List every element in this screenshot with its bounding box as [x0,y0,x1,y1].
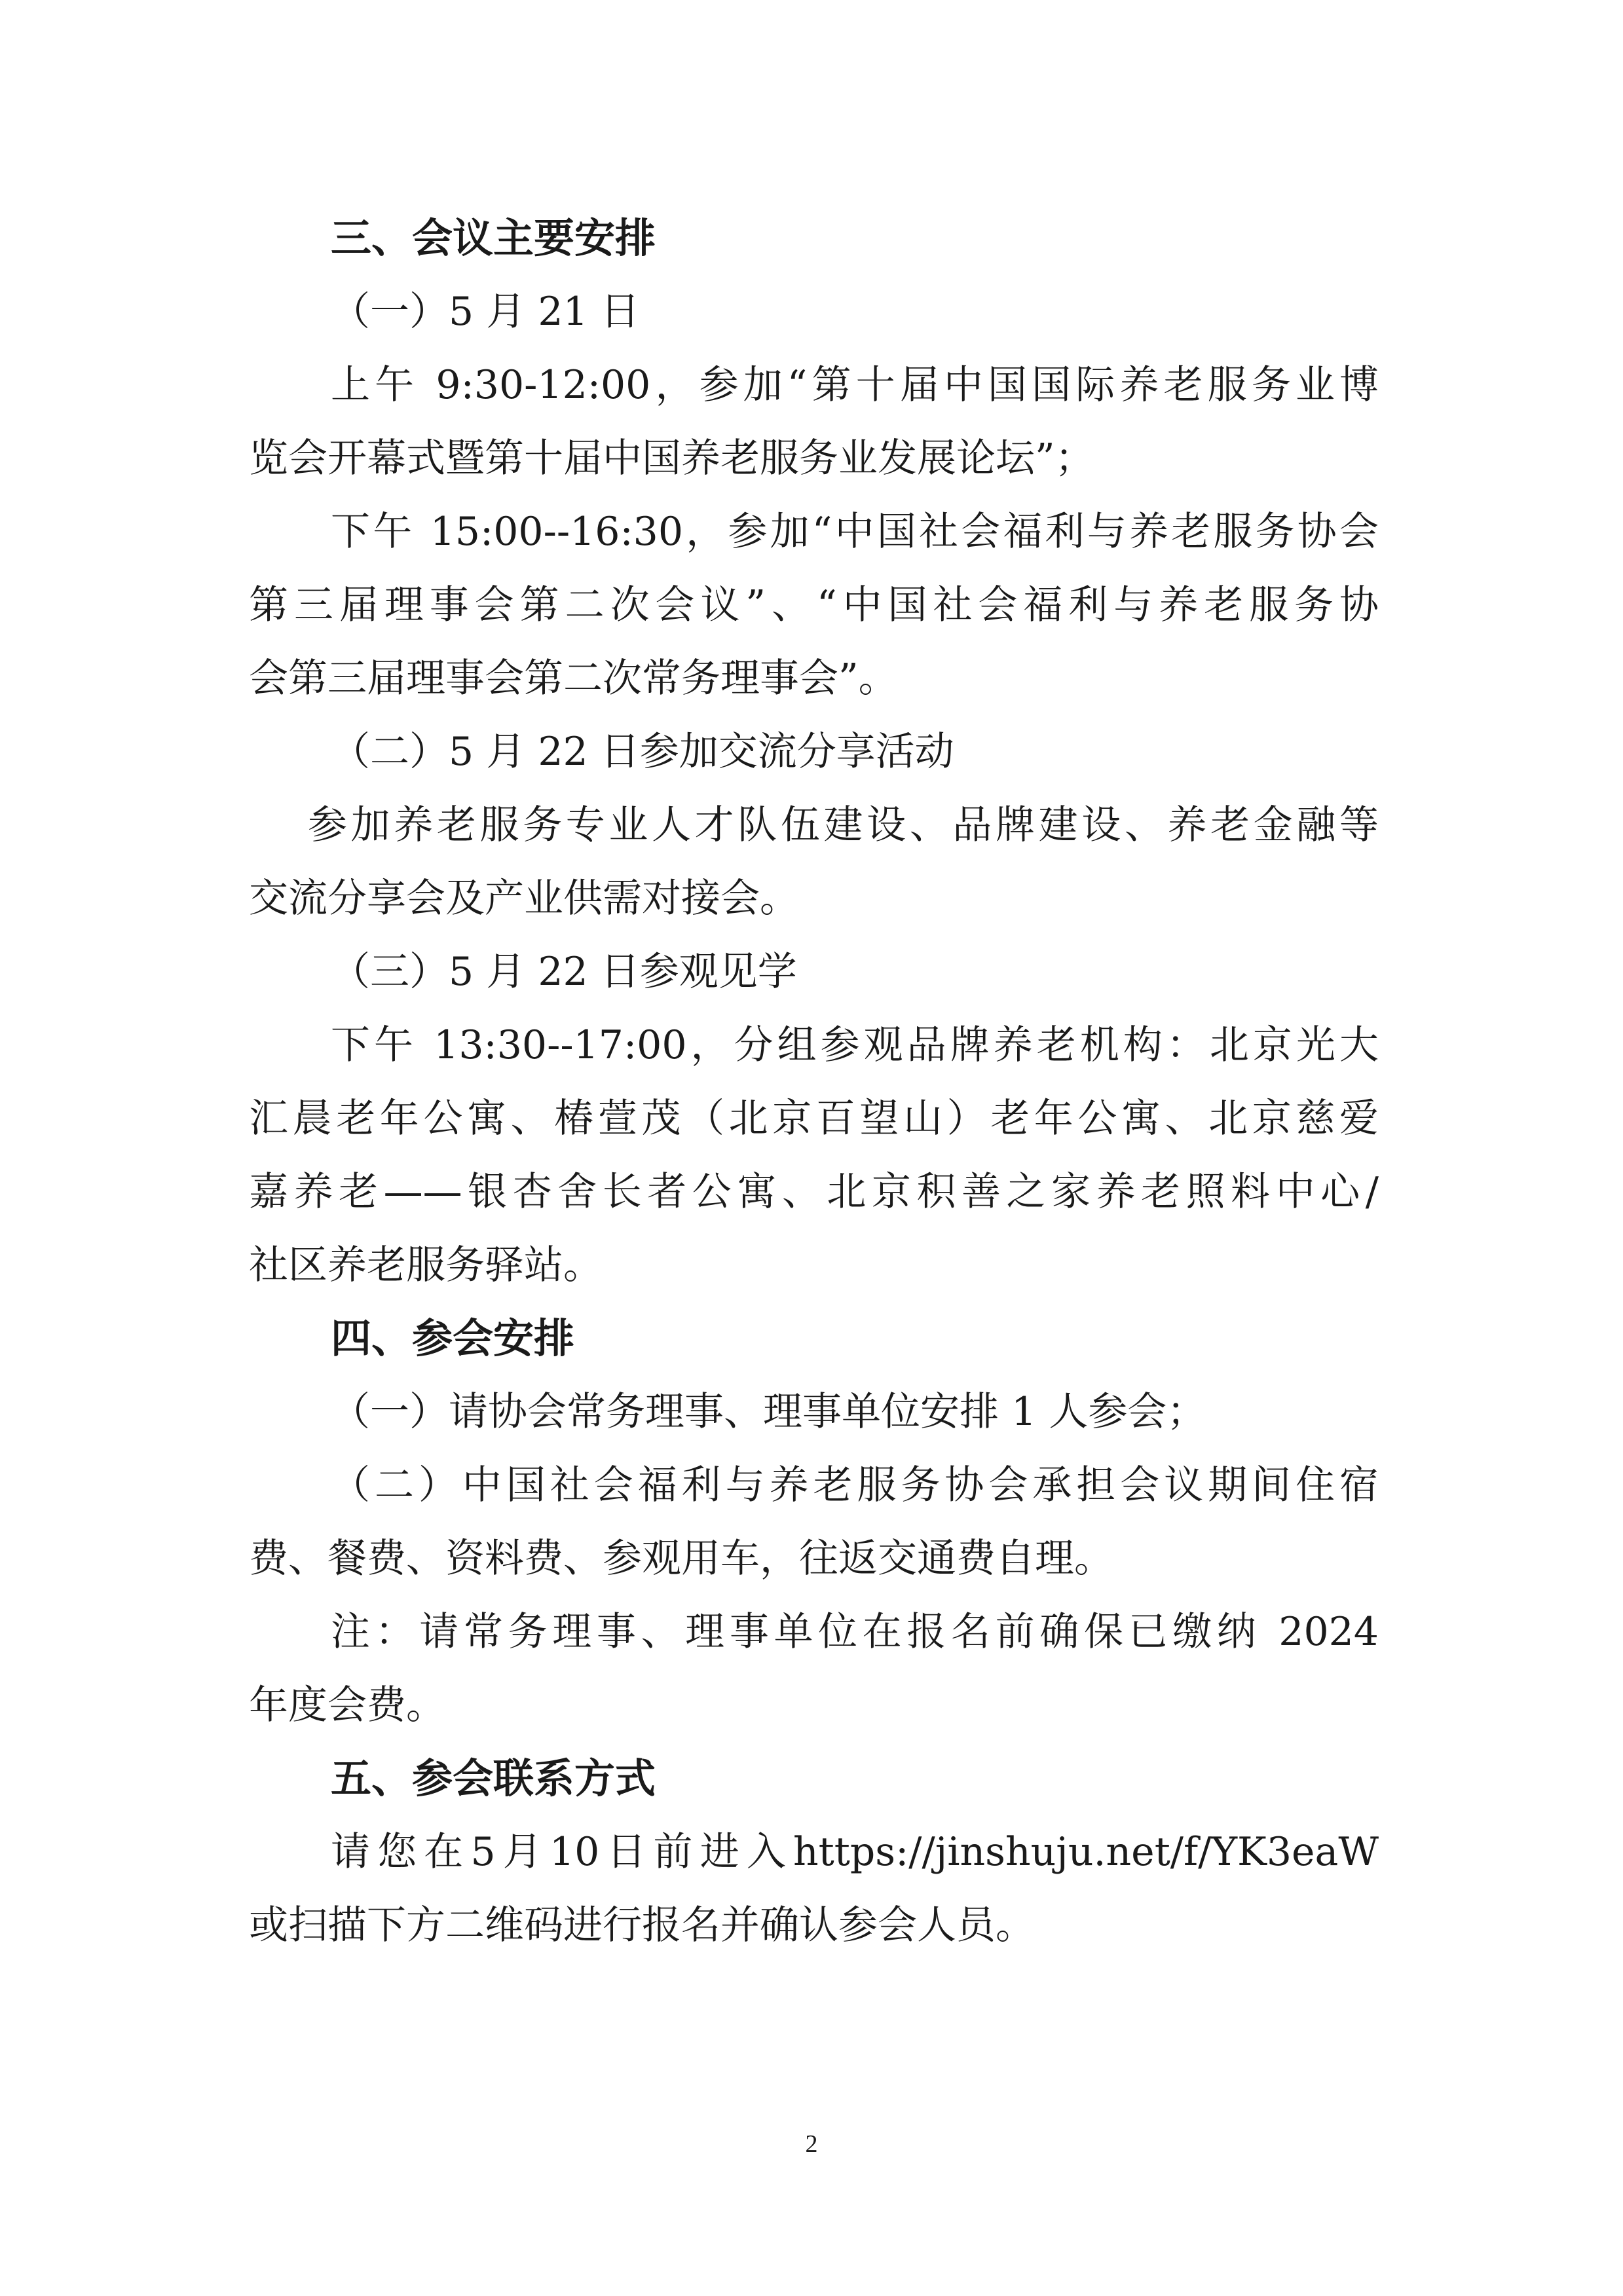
paragraph-line: 嘉养老——银杏舍长者公寓、北京积善之家养老照料中心/ [249,1169,1379,1215]
paragraph-line: 社区养老服务驿站。 [249,1242,603,1288]
paragraph-line: 下午 15:00--16:30，参加“中国社会福利与养老服务协会 [331,509,1379,555]
paragraph-line: 或扫描下方二维码进行报名并确认参会人员。 [249,1902,1035,1948]
paragraph-line: （二）中国社会福利与养老服务协会承担会议期间住宿 [331,1462,1379,1508]
paragraph-line: 第三届理事会第二次会议”、“中国社会福利与养老服务协 [249,582,1379,628]
paragraph-line: 注：请常务理事、理事单位在报名前确保已缴纳 2024 [331,1609,1379,1655]
paragraph-line: 交流分享会及产业供需对接会。 [249,876,799,921]
page-number: 2 [805,2130,818,2158]
paragraph-line: 会第三届理事会第二次常务理事会”。 [249,656,898,701]
document-body [249,202,1379,1962]
paragraph-line: 费、餐费、资料费、参观用车，往返交通费自理。 [249,1536,1113,1582]
subsection-heading-1: （一）5 月 21 日 [331,289,640,335]
section-heading-3: 三、会议主要安排 [331,214,656,262]
section-heading-5: 五、参会联系方式 [331,1754,656,1802]
paragraph-line-with-link: 请您在5月10日前进入https://jinshuju.net/f/YK3eaW [331,1829,1379,1875]
paragraph-line: 下午 13:30--17:00，分组参观品牌养老机构：北京光大 [331,1022,1379,1068]
subsection-heading-3: （三）5 月 22 日参观见学 [331,949,797,995]
paragraph-line: 览会开幕式暨第十届中国养老服务业发展论坛”； [249,435,1094,481]
paragraph-line: 上午 9:30-12:00，参加“第十届中国国际养老服务业博 [331,362,1379,408]
paragraph-line: 汇晨老年公寓、椿萱茂（北京百望山）老年公寓、北京慈爱 [249,1096,1379,1141]
subsection-heading-2: （二）5 月 22 日参加交流分享活动 [331,729,954,775]
paragraph-line: 年度会费。 [249,1682,445,1728]
section-heading-4: 四、参会安排 [331,1314,575,1362]
paragraph-line: 参加养老服务专业人才队伍建设、品牌建设、养老金融等 [308,802,1379,848]
paragraph-line: （一）请协会常务理事、理事单位安排 1 人参会； [331,1389,1206,1435]
